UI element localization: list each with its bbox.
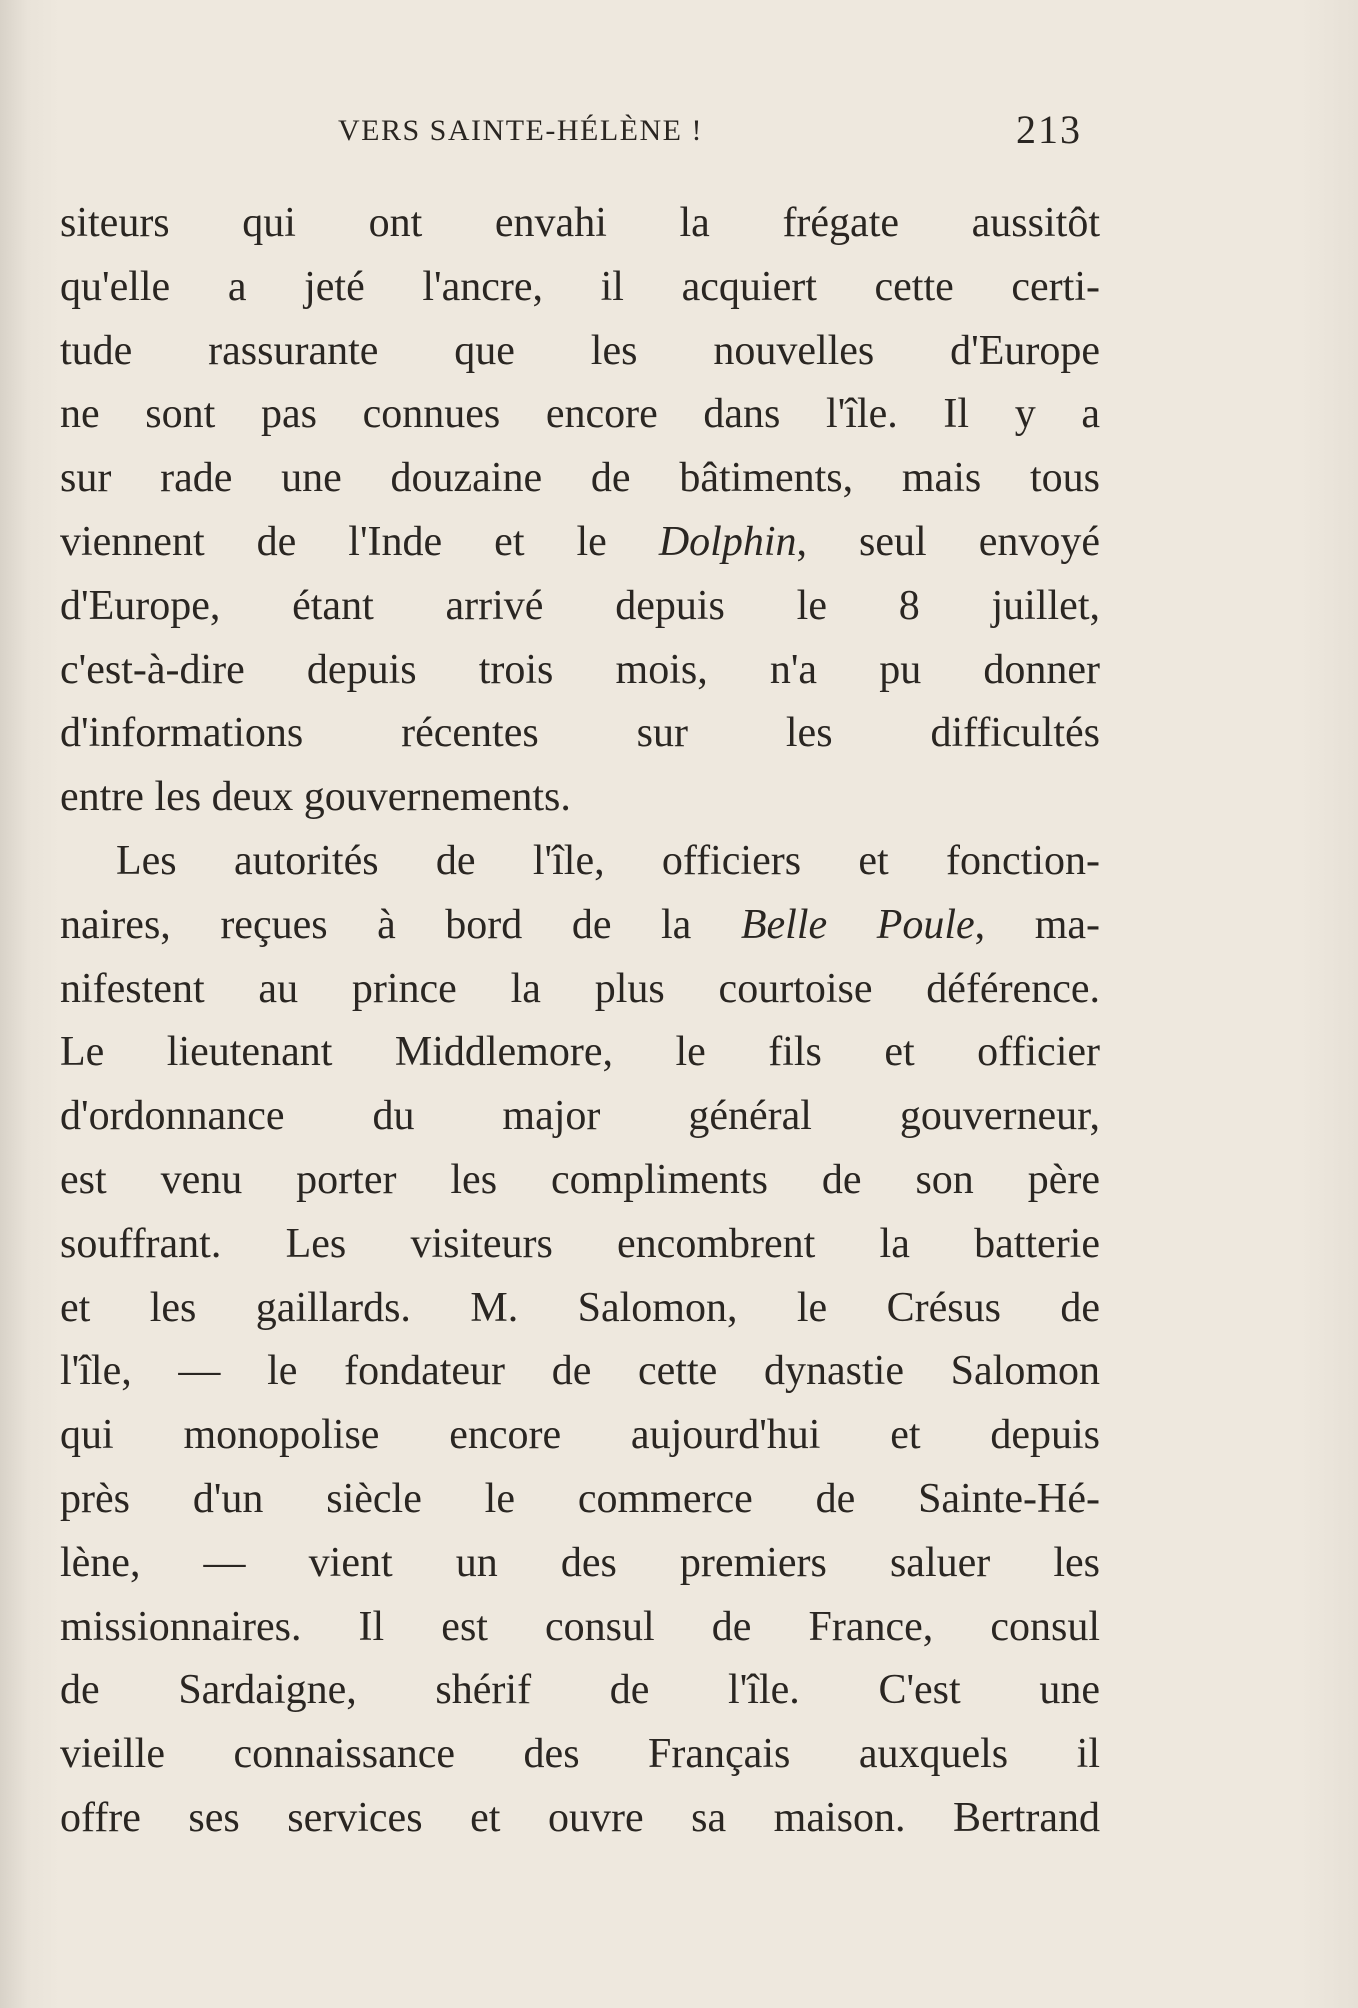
- text-line: souffrant. Les visiteurs encombrent la batterie: [60, 1220, 1100, 1267]
- text-line: offre ses services et ouvre sa maison. Bertrand: [60, 1794, 1100, 1841]
- text-line: d'ordonnance du major général gouverneur,: [60, 1093, 1100, 1140]
- text-line: tude rassurante que les nouvelles d'Europe: [60, 327, 1100, 374]
- text-line: l'île, — le fondateur de cette dynastie Salomon: [60, 1348, 1100, 1395]
- text-line: [60, 894, 1100, 958]
- text-line: nifestent au prince la plus courtoise déférence.: [60, 965, 1100, 1012]
- text-line: d'informations récentes sur les difficultés: [60, 710, 1100, 757]
- text-line: vieille connaissance des Français auxquels il: [60, 1731, 1100, 1778]
- page-number: 213: [1016, 107, 1082, 152]
- text-segment: , seul envoyé: [796, 518, 1100, 565]
- text-line: qui monopolise encore aujourd'hui et depuis: [60, 1412, 1100, 1459]
- text-line: ne sont pas connues encore dans l'île. Il y a: [60, 391, 1100, 438]
- text-line: et les gaillards. M. Salomon, le Crésus de: [60, 1284, 1100, 1331]
- ship-name: Belle Poule: [740, 901, 975, 948]
- text-segment: naires, reçues à bord de la: [60, 901, 741, 948]
- text-line: près d'un siècle le commerce de Sainte-Hé-: [60, 1475, 1100, 1522]
- text-line: missionnaires. Il est consul de France, consul: [60, 1603, 1100, 1650]
- text-line: d'Europe, étant arrivé depuis le 8 juillet,: [60, 582, 1100, 629]
- page-header: [0, 102, 1358, 152]
- text-line: Le lieutenant Middlemore, le fils et officier: [60, 1029, 1100, 1076]
- text-segment: , ma-: [974, 901, 1101, 948]
- text-line: [60, 511, 1100, 575]
- text-line: qu'elle a jeté l'ancre, il acquiert cette certi-: [60, 263, 1100, 310]
- text-line: est venu porter les compliments de son père: [60, 1156, 1100, 1203]
- text-line: siteurs qui ont envahi la frégate aussitôt: [60, 200, 1100, 246]
- body-text: [60, 192, 1100, 1851]
- text-line: c'est-à-dire depuis trois mois, n'a pu donner: [60, 646, 1100, 693]
- text-line: Les autorités de l'île, officiers et fonction-: [116, 837, 1100, 884]
- text-segment: viennent de l'Inde et le: [60, 518, 659, 565]
- text-line: lène, — vient un des premiers saluer les: [60, 1539, 1100, 1586]
- text-line: entre les deux gouvernements.: [60, 774, 571, 821]
- text-line: sur rade une douzaine de bâtiments, mais tous: [60, 455, 1100, 502]
- running-title: VERS SAINTE-HÉLÈNE !: [338, 114, 703, 147]
- text-line: de Sardaigne, shérif de l'île. C'est une: [60, 1667, 1100, 1714]
- ship-name: Dolphin: [658, 518, 797, 565]
